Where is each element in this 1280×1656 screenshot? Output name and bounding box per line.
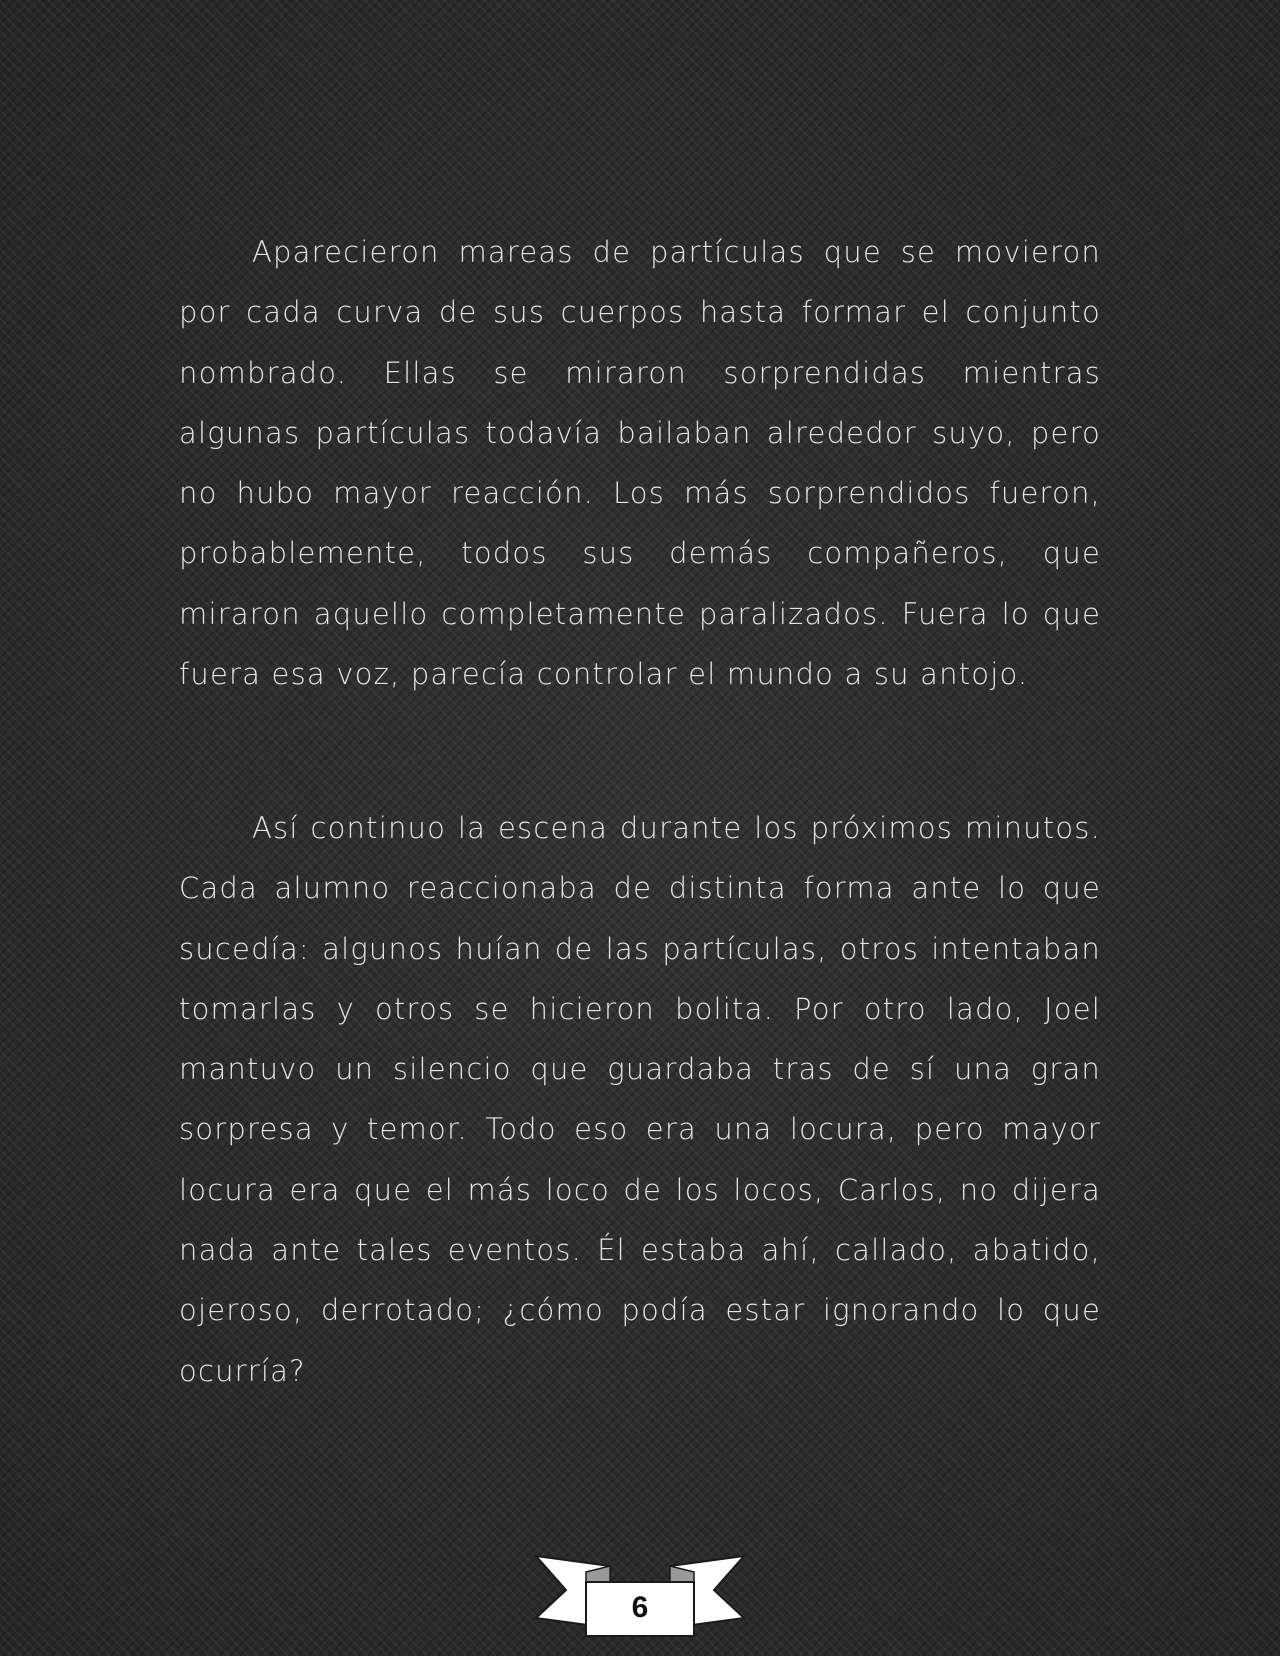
paragraph-2: Así continuo la escena durante los próximos minutos. Cada alumno reaccionaba de distinta forma ante lo que sucedía: algunos huían de las partículas, otros intentaban tomarlas y otros se hicieron bolita. Por otro lado, Joel mantuvo un silencio que guardaba tras de sí una gran sorpresa y temor. Todo eso era una locura, pero mayor locura era que el más loco de los locos, Carlos, no dijera nada ante tales eventos. Él estaba ahí, callado, abatido, ojeroso, derrotado; ¿cómo podía estar ignorando lo que ocurría? [179,811,1101,1388]
page-number-ribbon [530,1548,750,1648]
paragraph-1: Aparecieron mareas de partículas que se movieron por cada curva de sus cuerpos hasta formar el conjunto nombrado. Ellas se miraron sorprendidas mientras algunas partículas todavía bailaban alrededor suyo, pero no hubo mayor reacción. Los más sorprendidos fueron, probablemente, todos sus demás compañeros, que miraron aquello completamente paralizados. Fuera lo que fuera esa voz, parecía controlar el mundo a su antojo. [179,235,1101,692]
page-number: 6 [631,1591,649,1624]
